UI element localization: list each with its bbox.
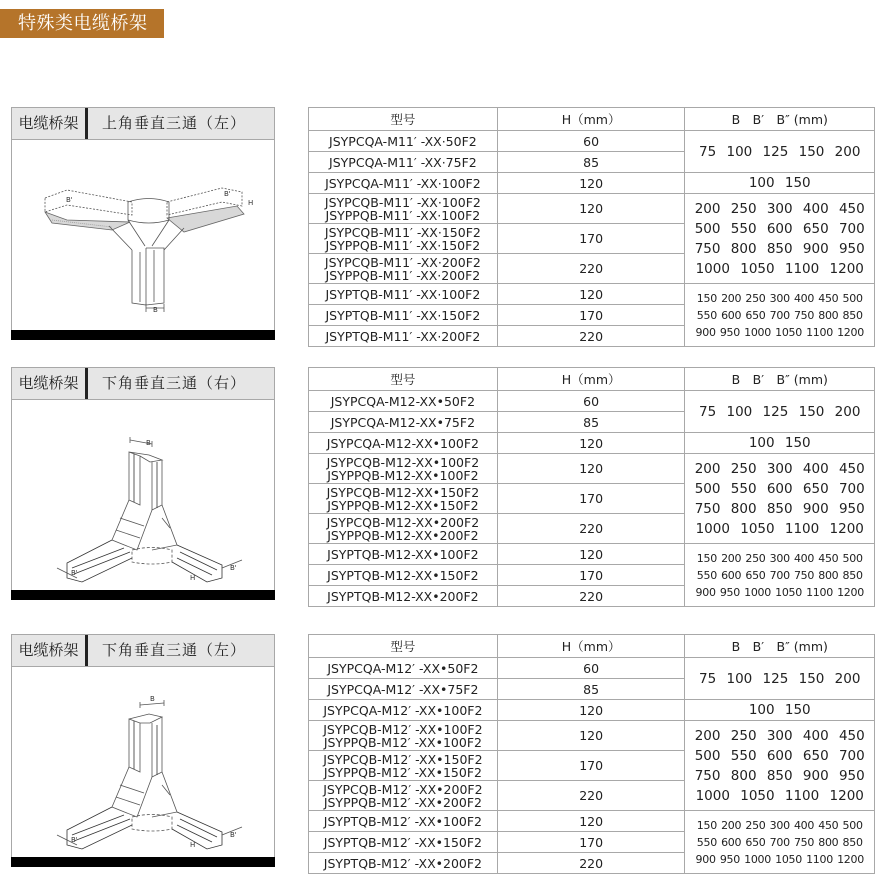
figure-category: 电缆桥架 (12, 635, 88, 666)
model-cell (309, 433, 498, 454)
h-cell: 220 (497, 326, 685, 347)
model-code: JSYPTQB-M12-XX•150F2 (327, 567, 479, 583)
model-cell (309, 326, 498, 347)
h-cell: 120 (497, 700, 685, 721)
b-values-line: 100 150 (748, 702, 811, 718)
model-code: JSYPTQB-M12-XX•100F2 (327, 546, 479, 562)
figure-title: 下角垂直三通（右） (102, 374, 247, 392)
b-values-line: 550 600 650 700 750 800 850 (696, 835, 863, 849)
b-values-line: 100 150 (748, 175, 811, 191)
b-values-line: 1000 1050 1100 1200 (695, 260, 864, 277)
model-cell (309, 254, 498, 284)
model-cell (309, 751, 498, 781)
b-values-line: 500 550 600 650 700 (694, 747, 865, 764)
model-code: JSYPTQB-M11′ -XX·200F2 (325, 328, 481, 344)
model-cell (309, 544, 498, 565)
b-values-cell (685, 658, 875, 700)
h-cell: 120 (497, 454, 685, 484)
model-cell (309, 781, 498, 811)
model-cell (309, 853, 498, 874)
page-banner: 特殊类电缆桥架 (0, 9, 164, 38)
figure-title: 上角垂直三通（左） (102, 114, 247, 132)
product-figure (11, 367, 275, 600)
model-code: JSYPPQB-M12′ -XX•150F2 (323, 764, 482, 780)
model-code: JSYPCQA-M11′ -XX·75F2 (329, 154, 477, 170)
model-code: JSYPCQB-M12-XX•200F2 (326, 514, 480, 530)
model-code: JSYPPQB-M11′ -XX·100F2 (325, 207, 481, 223)
model-code: JSYPCQB-M11′ -XX·200F2 (324, 254, 481, 270)
model-cell (309, 391, 498, 412)
model-cell (309, 832, 498, 853)
dim-label: B' (71, 836, 78, 844)
table-row (309, 284, 875, 305)
b-values-line: 75 100 125 150 200 (699, 403, 861, 420)
model-cell (309, 131, 498, 152)
b-values-line: 500 550 600 650 700 (694, 220, 865, 237)
b-values-cell (685, 131, 875, 173)
table-row (309, 433, 875, 454)
b-values-line: 500 550 600 650 700 (694, 480, 865, 497)
h-cell: 220 (497, 853, 685, 874)
model-cell (309, 565, 498, 586)
b-values-line: 150 200 250 300 400 450 500 (696, 551, 863, 565)
header-model: 型号 (309, 635, 498, 658)
table-header-row (309, 635, 875, 658)
b-values-line: 75 100 125 150 200 (699, 670, 861, 687)
h-cell: 220 (497, 781, 685, 811)
h-cell: 120 (497, 433, 685, 454)
b-values-line: 900 950 1000 1050 1100 1200 (695, 852, 864, 866)
h-cell: 170 (497, 305, 685, 326)
header-model: 型号 (309, 108, 498, 131)
header-h: H（mm） (497, 368, 685, 391)
header-h: H（mm） (497, 635, 685, 658)
model-code: JSYPPQB-M12-XX•100F2 (327, 467, 479, 483)
b-values-line: 75 100 125 150 200 (699, 143, 861, 160)
table-row (309, 544, 875, 565)
model-code: JSYPCQB-M12′ -XX•100F2 (323, 721, 483, 737)
h-cell: 220 (497, 254, 685, 284)
model-cell (309, 412, 498, 433)
b-values-cell (685, 811, 875, 874)
b-values-cell (685, 173, 875, 194)
model-code: JSYPTQB-M12-XX•200F2 (327, 588, 479, 604)
model-code: JSYPCQB-M12′ -XX•150F2 (323, 751, 483, 767)
b-values-cell (685, 700, 875, 721)
tee-lower-right-diagram (12, 400, 274, 589)
dim-label: B' (230, 564, 237, 572)
b-values-line: 1000 1050 1100 1200 (695, 787, 864, 804)
figure-bottom-bar (11, 590, 275, 600)
h-cell: 60 (497, 131, 685, 152)
model-code: JSYPTQB-M11′ -XX·150F2 (325, 307, 481, 323)
table-row (309, 721, 875, 751)
tee-upper-left-diagram (12, 140, 274, 329)
h-cell: 60 (497, 391, 685, 412)
product-figure (11, 107, 275, 340)
table-row (309, 131, 875, 152)
h-cell: 170 (497, 751, 685, 781)
dim-label: H (190, 841, 196, 849)
dim-label: B (150, 695, 155, 703)
model-cell (309, 284, 498, 305)
dim-label: B (153, 306, 158, 314)
b-values-line: 150 200 250 300 400 450 500 (696, 291, 863, 305)
h-cell: 220 (497, 514, 685, 544)
model-cell (309, 721, 498, 751)
model-cell (309, 586, 498, 607)
b-values-line: 1000 1050 1100 1200 (695, 520, 864, 537)
model-code: JSYPPQB-M12-XX•150F2 (327, 497, 479, 513)
model-code: JSYPCQA-M12′ -XX•50F2 (327, 660, 479, 676)
b-values-line: 200 250 300 400 450 (694, 727, 865, 744)
model-code: JSYPCQB-M12′ -XX•200F2 (323, 781, 483, 797)
figure-header (12, 368, 274, 400)
model-cell (309, 514, 498, 544)
table-header-row (309, 368, 875, 391)
b-values-line: 750 800 850 900 950 (694, 240, 865, 257)
header-h: H（mm） (497, 108, 685, 131)
model-code: JSYPCQB-M11′ -XX·100F2 (324, 194, 481, 210)
spec-table (308, 107, 875, 347)
model-cell (309, 194, 498, 224)
dim-label: B' (230, 831, 237, 839)
b-values-line: 100 150 (748, 435, 811, 451)
model-code: JSYPCQB-M12-XX•100F2 (326, 454, 480, 470)
figure-title: 下角垂直三通（左） (102, 641, 247, 659)
b-values-line: 150 200 250 300 400 450 500 (696, 818, 863, 832)
h-cell: 60 (497, 658, 685, 679)
model-code: JSYPCQA-M12-XX•50F2 (330, 393, 476, 409)
figure-header (12, 635, 274, 667)
h-cell: 170 (497, 832, 685, 853)
model-cell (309, 305, 498, 326)
b-values-cell (685, 544, 875, 607)
h-cell: 85 (497, 679, 685, 700)
dim-label: H (190, 574, 196, 582)
h-cell: 170 (497, 484, 685, 514)
model-code: JSYPTQB-M12′ -XX•100F2 (323, 813, 483, 829)
b-values-line: 900 950 1000 1050 1100 1200 (695, 325, 864, 339)
b-values-line: 200 250 300 400 450 (694, 200, 865, 217)
table-row (309, 700, 875, 721)
table-row (309, 194, 875, 224)
model-cell (309, 224, 498, 254)
model-code: JSYPPQB-M12′ -XX•100F2 (323, 734, 482, 750)
b-values-cell (685, 194, 875, 284)
b-values-cell (685, 284, 875, 347)
model-cell (309, 454, 498, 484)
figure-category: 电缆桥架 (12, 108, 88, 139)
model-code: JSYPTQB-M12′ -XX•200F2 (323, 855, 483, 871)
table-row (309, 454, 875, 484)
h-cell: 170 (497, 565, 685, 586)
table-row (309, 811, 875, 832)
header-b: B B′ B″ (mm) (685, 368, 875, 391)
b-values-line: 550 600 650 700 750 800 850 (696, 308, 863, 322)
b-values-line: 200 250 300 400 450 (694, 460, 865, 477)
dim-label: B' (224, 190, 231, 198)
model-cell (309, 173, 498, 194)
b-values-cell (685, 391, 875, 433)
dim-label: B' (71, 569, 78, 577)
b-values-line: 750 800 850 900 950 (694, 767, 865, 784)
h-cell: 120 (497, 173, 685, 194)
spec-table (308, 367, 875, 607)
model-code: JSYPCQB-M12-XX•150F2 (326, 484, 480, 500)
model-code: JSYPCQA-M12-XX•75F2 (330, 414, 476, 430)
b-values-cell (685, 454, 875, 544)
b-values-line: 550 600 650 700 750 800 850 (696, 568, 863, 582)
b-values-cell (685, 433, 875, 454)
h-cell: 170 (497, 224, 685, 254)
model-cell (309, 811, 498, 832)
table-row (309, 173, 875, 194)
dim-label: B (146, 439, 151, 447)
b-values-line: 750 800 850 900 950 (694, 500, 865, 517)
table-row (309, 391, 875, 412)
figure-bottom-bar (11, 330, 275, 340)
product-figure (11, 634, 275, 867)
model-code: JSYPCQA-M12′ -XX•75F2 (327, 681, 479, 697)
dim-label: H (248, 199, 254, 207)
model-code: JSYPPQB-M12′ -XX•200F2 (323, 794, 482, 810)
model-cell (309, 658, 498, 679)
header-b: B B′ B″ (mm) (685, 108, 875, 131)
h-cell: 120 (497, 194, 685, 224)
h-cell: 120 (497, 721, 685, 751)
model-cell (309, 152, 498, 173)
h-cell: 120 (497, 811, 685, 832)
model-cell (309, 700, 498, 721)
model-cell (309, 679, 498, 700)
spec-table (308, 634, 875, 874)
model-code: JSYPPQB-M11′ -XX·150F2 (325, 237, 481, 253)
model-code: JSYPCQA-M12-XX•100F2 (326, 435, 480, 451)
model-code: JSYPCQA-M11′ -XX·50F2 (329, 133, 477, 149)
model-code: JSYPTQB-M11′ -XX·100F2 (325, 286, 481, 302)
header-model: 型号 (309, 368, 498, 391)
header-b: B B′ B″ (mm) (685, 635, 875, 658)
model-code: JSYPCQA-M11′ -XX·100F2 (325, 175, 481, 191)
h-cell: 120 (497, 284, 685, 305)
model-code: JSYPPQB-M12-XX•200F2 (327, 527, 479, 543)
table-header-row (309, 108, 875, 131)
h-cell: 85 (497, 412, 685, 433)
b-values-cell (685, 721, 875, 811)
b-values-line: 900 950 1000 1050 1100 1200 (695, 585, 864, 599)
model-code: JSYPPQB-M11′ -XX·200F2 (325, 267, 481, 283)
h-cell: 120 (497, 544, 685, 565)
figure-category: 电缆桥架 (12, 368, 88, 399)
model-code: JSYPCQA-M12′ -XX•100F2 (323, 702, 483, 718)
model-code: JSYPCQB-M11′ -XX·150F2 (324, 224, 481, 240)
figure-bottom-bar (11, 857, 275, 867)
tee-lower-left-diagram (12, 667, 274, 856)
model-code: JSYPTQB-M12′ -XX•150F2 (323, 834, 483, 850)
table-row (309, 658, 875, 679)
model-cell (309, 484, 498, 514)
figure-header (12, 108, 274, 140)
dim-label: B' (66, 196, 73, 204)
h-cell: 85 (497, 152, 685, 173)
h-cell: 220 (497, 586, 685, 607)
